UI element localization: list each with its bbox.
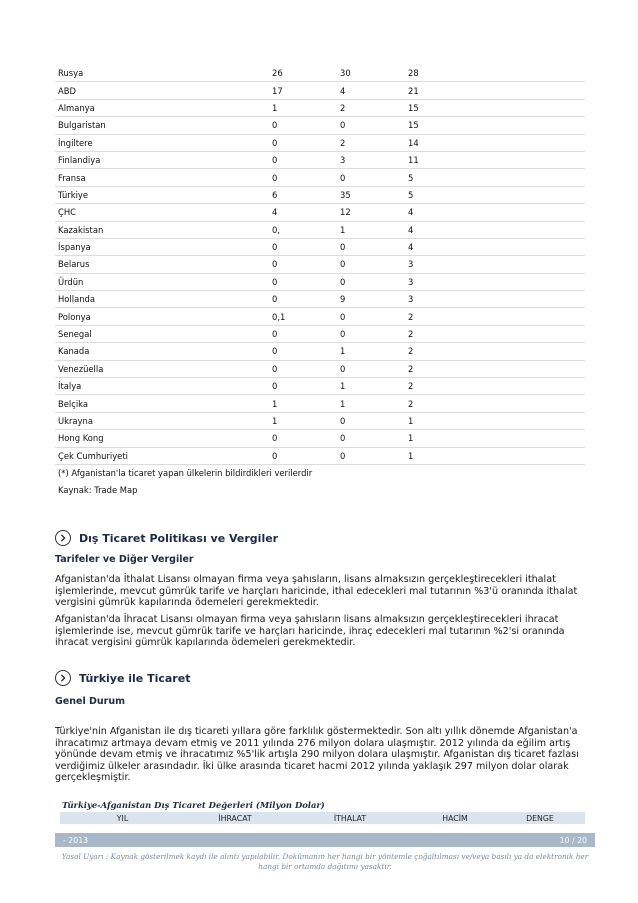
- table-row: [55, 99, 585, 116]
- value-cell: 2: [405, 395, 585, 412]
- table-row: [55, 169, 585, 186]
- value-cell: 2: [405, 325, 585, 342]
- column-header: YIL: [116, 813, 129, 823]
- table-row: [55, 360, 585, 377]
- value-cell: 0: [337, 256, 405, 273]
- subsection-title: Genel Durum: [55, 696, 126, 707]
- country-cell: Fransa: [55, 169, 269, 186]
- table-header-row: [60, 812, 585, 824]
- table-source: Kaynak: Trade Map: [58, 484, 138, 495]
- value-cell: 0: [269, 360, 337, 377]
- paragraph: Afganistan'da İthalat Lisansı olmayan firma veya şahısların, lisans almaksızın gerçekleştirecekleri ithalat işlemlerinde, mevcut gümrük tarife ve harçları haricinde, ithal edecekleri mal tutarının %3'ü oranında ithalat vergisini gümrük kapılarında ödemeleri gerekmektedir.: [55, 574, 578, 609]
- value-cell: 0: [269, 430, 337, 447]
- value-cell: 28: [405, 65, 585, 82]
- table-note-row: [55, 464, 585, 481]
- value-cell: 2: [337, 99, 405, 116]
- value-cell: 1: [269, 99, 337, 116]
- country-cell: Bulgaristan: [55, 117, 269, 134]
- value-cell: 1: [337, 343, 405, 360]
- value-cell: 15: [405, 99, 585, 116]
- country-cell: Kazakistan: [55, 221, 269, 238]
- value-cell: 2: [405, 360, 585, 377]
- paragraph: Türkiye'nin Afganistan ile dış ticareti yıllara göre farklılık göstermektedir. Son altı yıllık dönemde Afganistan'a ihracatımız artmaya devam etmiş ve 2011 yılında 276 milyon dolara ulaşmıştır. 2012 yılında da eğilim artış yönünde devam etmiş ve ihracatımız %5'lik artışla 290 milyon dolara ulaşmıştır. Afganistan dış ticaret fazlası verdiğimiz ülkeler arasındadır. İki ülke arasında ticaret hacmi 2012 yılında yaklaşık 297 milyon dolar olarak gerçekleşmiştir.: [55, 726, 579, 784]
- value-cell: 30: [337, 65, 405, 82]
- value-cell: 4: [405, 221, 585, 238]
- country-cell: Almanya: [55, 99, 269, 116]
- value-cell: 0: [337, 117, 405, 134]
- table-row: [55, 82, 585, 99]
- value-cell: 1: [269, 395, 337, 412]
- page-number: 10 / 20: [559, 835, 587, 845]
- value-cell: 17: [269, 82, 337, 99]
- table-row: [55, 308, 585, 325]
- table-row: [55, 238, 585, 255]
- country-cell: Ukrayna: [55, 412, 269, 429]
- value-cell: 0: [269, 447, 337, 464]
- column-header: İTHALAT: [333, 813, 367, 823]
- country-cell: Hong Kong: [55, 430, 269, 447]
- table-row: [55, 430, 585, 447]
- chevron-right-icon: [55, 530, 71, 546]
- value-cell: 0: [269, 273, 337, 290]
- table-row: [55, 204, 585, 221]
- table-source-row: [55, 481, 585, 497]
- value-cell: 21: [405, 82, 585, 99]
- section-header-turkey-trade: [55, 670, 190, 686]
- value-cell: 0: [269, 151, 337, 168]
- value-cell: 2: [405, 378, 585, 395]
- value-cell: 1: [337, 395, 405, 412]
- country-cell: İtalya: [55, 378, 269, 395]
- footer-date: - 2013: [63, 835, 89, 845]
- paragraph: Afganistan'da İhracat Lisansı olmayan firma veya şahısların lisans almaksızın gerçekleştirecekleri ihracat işlemlerinde ise, mevcut gümrük tarife ve harçları haricinde, ihraç edecekleri mal tutarının %2'si oranında ihracat vergisini gümrük kapılarında ödemeleri gerekmektedir.: [55, 614, 565, 649]
- value-cell: 14: [405, 134, 585, 151]
- table-row: [55, 291, 585, 308]
- value-cell: 4: [405, 204, 585, 221]
- value-cell: 0: [337, 169, 405, 186]
- value-cell: 2: [405, 343, 585, 360]
- section-title: Türkiye ile Ticaret: [79, 671, 191, 685]
- column-header: DENGE: [526, 813, 554, 823]
- table-row: [55, 117, 585, 134]
- country-cell: ABD: [55, 82, 269, 99]
- column-header: HACİM: [442, 813, 468, 823]
- table-row: [55, 395, 585, 412]
- value-cell: 0: [269, 325, 337, 342]
- table-row: [55, 325, 585, 342]
- country-cell: Türkiye: [55, 186, 269, 203]
- value-cell: 0,: [269, 221, 337, 238]
- country-trade-table: [55, 65, 585, 498]
- value-cell: 0: [337, 430, 405, 447]
- value-cell: 0: [269, 378, 337, 395]
- value-cell: 4: [405, 238, 585, 255]
- country-cell: Kanada: [55, 343, 269, 360]
- section-title: Dış Ticaret Politikası ve Vergiler: [79, 531, 279, 545]
- country-cell: Polonya: [55, 308, 269, 325]
- value-cell: 0: [269, 169, 337, 186]
- trade-table-body: [55, 65, 585, 498]
- country-cell: Venezüella: [55, 360, 269, 377]
- value-cell: 11: [405, 151, 585, 168]
- footer-bar: [55, 833, 595, 847]
- value-cell: 0: [337, 238, 405, 255]
- country-cell: Hollanda: [55, 291, 269, 308]
- country-cell: İngiltere: [55, 134, 269, 151]
- table-caption: Türkiye-Afganistan Dış Ticaret Değerleri (Milyon Dolar): [62, 800, 325, 810]
- value-cell: 26: [269, 65, 337, 82]
- value-cell: 0: [269, 238, 337, 255]
- value-cell: 4: [337, 82, 405, 99]
- country-cell: İspanya: [55, 238, 269, 255]
- value-cell: 0: [269, 343, 337, 360]
- table-note: (*) Afganistan'la ticaret yapan ülkelerin bildirdikleri verilerdir: [58, 468, 313, 479]
- country-cell: Rusya: [55, 65, 269, 82]
- country-cell: Ürdün: [55, 273, 269, 290]
- value-cell: 0: [337, 308, 405, 325]
- value-cell: 1: [337, 378, 405, 395]
- value-cell: 1: [405, 447, 585, 464]
- table-row: [55, 412, 585, 429]
- value-cell: 0,1: [269, 308, 337, 325]
- country-cell: Çek Cumhuriyeti: [55, 447, 269, 464]
- value-cell: 0: [269, 291, 337, 308]
- value-cell: 1: [405, 412, 585, 429]
- value-cell: 0: [269, 134, 337, 151]
- legal-disclaimer: Yasal Uyarı : Kaynak gösterilmek kaydı ile alıntı yapılabilir. Dokümanın her hangi bir yöntemle çoğaltılması ve/veya basılı ya da elektronik her hangi bir ortamda dağıtımı yasaktır.: [61, 852, 589, 871]
- chevron-right-icon: [55, 670, 71, 686]
- table-row: [55, 134, 585, 151]
- value-cell: 0: [269, 256, 337, 273]
- value-cell: 15: [405, 117, 585, 134]
- value-cell: 1: [269, 412, 337, 429]
- table-row: [55, 65, 585, 82]
- value-cell: 0: [269, 117, 337, 134]
- value-cell: 3: [337, 151, 405, 168]
- value-cell: 2: [337, 134, 405, 151]
- value-cell: 0: [337, 412, 405, 429]
- table-row: [55, 256, 585, 273]
- value-cell: 1: [405, 430, 585, 447]
- value-cell: 9: [337, 291, 405, 308]
- value-cell: 0: [337, 360, 405, 377]
- value-cell: 1: [337, 221, 405, 238]
- value-cell: 12: [337, 204, 405, 221]
- section-header-foreign-trade: [55, 530, 278, 546]
- value-cell: 5: [405, 186, 585, 203]
- table-row: [55, 186, 585, 203]
- country-cell: Finlandiya: [55, 151, 269, 168]
- value-cell: 0: [337, 325, 405, 342]
- value-cell: 2: [405, 308, 585, 325]
- table-row: [55, 447, 585, 464]
- country-cell: Belarus: [55, 256, 269, 273]
- value-cell: 6: [269, 186, 337, 203]
- table-row: [55, 151, 585, 168]
- table-row: [55, 343, 585, 360]
- table-row: [55, 273, 585, 290]
- table-row: [55, 221, 585, 238]
- value-cell: 0: [337, 273, 405, 290]
- value-cell: 3: [405, 273, 585, 290]
- subsection-title: Tarifeler ve Diğer Vergiler: [55, 554, 194, 565]
- value-cell: 35: [337, 186, 405, 203]
- country-cell: Senegal: [55, 325, 269, 342]
- column-header: İHRACAT: [218, 813, 252, 823]
- value-cell: 4: [269, 204, 337, 221]
- value-cell: 0: [337, 447, 405, 464]
- value-cell: 3: [405, 256, 585, 273]
- value-cell: 3: [405, 291, 585, 308]
- value-cell: 5: [405, 169, 585, 186]
- country-cell: Belçika: [55, 395, 269, 412]
- country-cell: ÇHC: [55, 204, 269, 221]
- table-row: [55, 378, 585, 395]
